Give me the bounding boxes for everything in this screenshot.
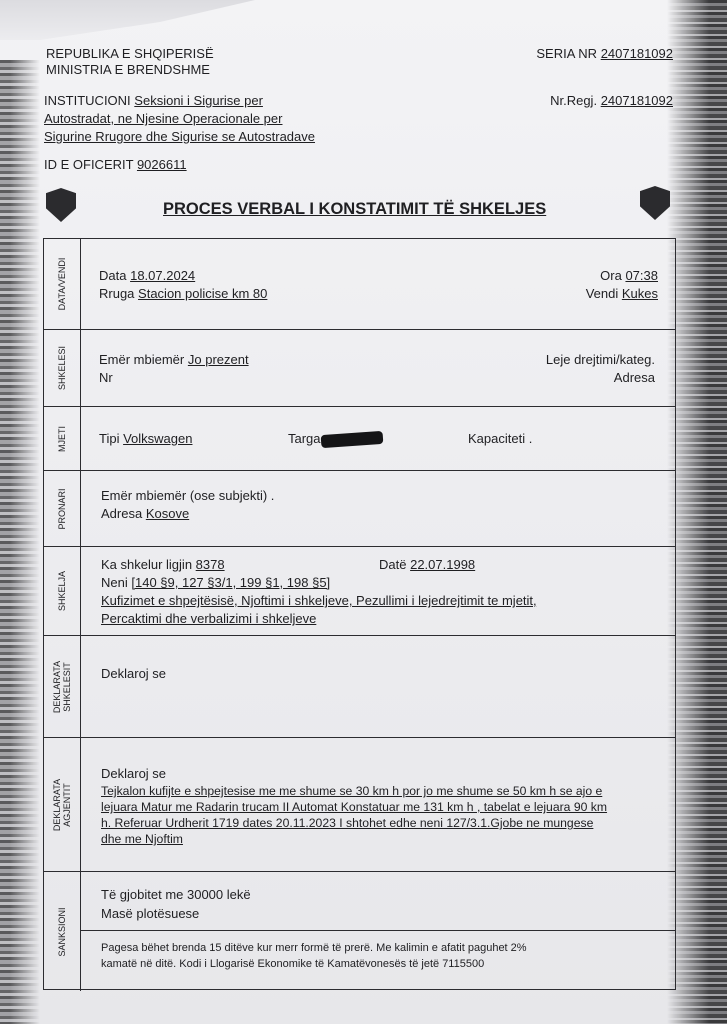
- republic-name: REPUBLIKA E SHQIPERISË: [46, 46, 214, 61]
- section-pronari: [44, 470, 675, 546]
- section-deklarata-agjentit: [44, 737, 675, 871]
- section-shkelja: [44, 546, 675, 635]
- agent-statement-line-4: dhe me Njoftim: [101, 832, 183, 846]
- law-date: Datë 22.07.1998: [379, 557, 476, 572]
- section-label: DEKLARATA SHKELESIT: [52, 660, 72, 713]
- scan-artifact-left: [0, 60, 40, 1024]
- institution-block: INSTITUCIONI Seksioni i Sigurise per Autostradat, ne Njesine Operacionale per Sigurine Rrugore dhe Sigurise se Autostradave: [44, 93, 315, 144]
- eagle-emblem-icon: [640, 186, 670, 220]
- owner-address: Adresa Kosove: [101, 506, 190, 521]
- section-label: DEKLARATA AGJENTIT: [52, 778, 72, 831]
- owner-name: Emër mbiemër (ose subjekti) .: [101, 488, 275, 503]
- section-label: MJETI: [57, 425, 67, 452]
- plate-field: Targa: [288, 431, 383, 446]
- sanction-divider: [81, 930, 675, 931]
- section-shkelesi: [44, 329, 675, 406]
- time-field: Ora 07:38: [600, 268, 658, 283]
- section-sanksioni: [44, 871, 675, 991]
- capacity-field: Kapaciteti .: [468, 431, 533, 446]
- agent-statement-line-3: h. Referuar Urdherit 1719 dates 20.11.2023 I shtohet edhe neni 127/3.1.Gjobe ne mungese: [101, 816, 594, 830]
- offender-statement: Deklaroj se: [101, 666, 167, 681]
- law-field: Ka shkelur ligjin 8378: [101, 557, 225, 572]
- section-label: DATA/VENDI: [57, 257, 67, 311]
- date-field: Data 18.07.2024: [99, 268, 196, 283]
- payment-note-2: kamatë në ditë. Kodi i Llogarisë Ekonomike të Kamatëvonesës të jetë 7115500: [101, 958, 485, 970]
- fine-amount: Të gjobitet me 30000 lekë: [101, 887, 251, 902]
- ministry-name: MINISTRIA E BRENDSHME: [46, 62, 210, 77]
- violation-description-2: Percaktimi dhe verbalizimi i shkeljeve: [101, 611, 317, 626]
- offender-address: Adresa: [613, 370, 655, 385]
- seria-number: SERIA NR 2407181092: [536, 46, 673, 61]
- section-label: SANKSIONI: [57, 906, 67, 957]
- payment-note-1: Pagesa bëhet brenda 15 ditëve kur merr formë të prerë. Me kalimin e afatit paguhet 2%: [101, 942, 527, 954]
- section-mjeti: [44, 406, 675, 470]
- scan-artifact-right: [667, 0, 727, 1024]
- agent-statement-line-2: lejuara Matur me Radarin trucam II Automat Konstatuar me 131 km h , tabelat e lejuara 90 km: [101, 800, 608, 814]
- officer-id: ID E OFICERIT 9026611: [44, 157, 187, 172]
- vehicle-type: Tipi Volkswagen: [99, 431, 193, 446]
- section-label: PRONARI: [57, 487, 67, 530]
- document-title: PROCES VERBAL I KONSTATIMIT TË SHKELJES: [163, 200, 547, 218]
- agent-statement-line-1: Tejkalon kufijte e shpejtesise me me shume se 30 km h por jo me shume se 50 km h se ajo e: [101, 784, 603, 798]
- section-label: SHKELESI: [57, 345, 67, 391]
- agent-statement-intro: Deklaroj se: [101, 766, 167, 781]
- road-field: Rruga Stacion policise km 80: [99, 286, 268, 301]
- section-data-vendi: [44, 239, 675, 329]
- registration-number: Nr.Regj. 2407181092: [550, 93, 673, 108]
- section-deklarata-shkelesit: [44, 635, 675, 737]
- supplementary-measure: Masë plotësuese: [101, 906, 200, 921]
- article-field: Neni [140 §9, 127 §3/1, 199 §1, 198 §5]: [101, 575, 331, 590]
- police-badge-icon: [46, 188, 76, 222]
- section-label: SHKELJA: [57, 570, 67, 612]
- offender-nr: Nr: [99, 370, 113, 385]
- redacted-plate: [320, 431, 383, 448]
- place-field: Vendi Kukes: [585, 286, 658, 301]
- violation-form: [43, 238, 676, 990]
- offender-name: Emër mbiemër Jo prezent: [99, 352, 249, 367]
- header-authority: [46, 46, 214, 78]
- license-category: Leje drejtimi/kateg.: [545, 352, 655, 367]
- folded-corner: [0, 0, 727, 40]
- violation-description-1: Kufizimet e shpejtësisë, Njoftimi i shkeljeve, Pezullimi i lejedrejtimit te mjetit,: [101, 593, 537, 608]
